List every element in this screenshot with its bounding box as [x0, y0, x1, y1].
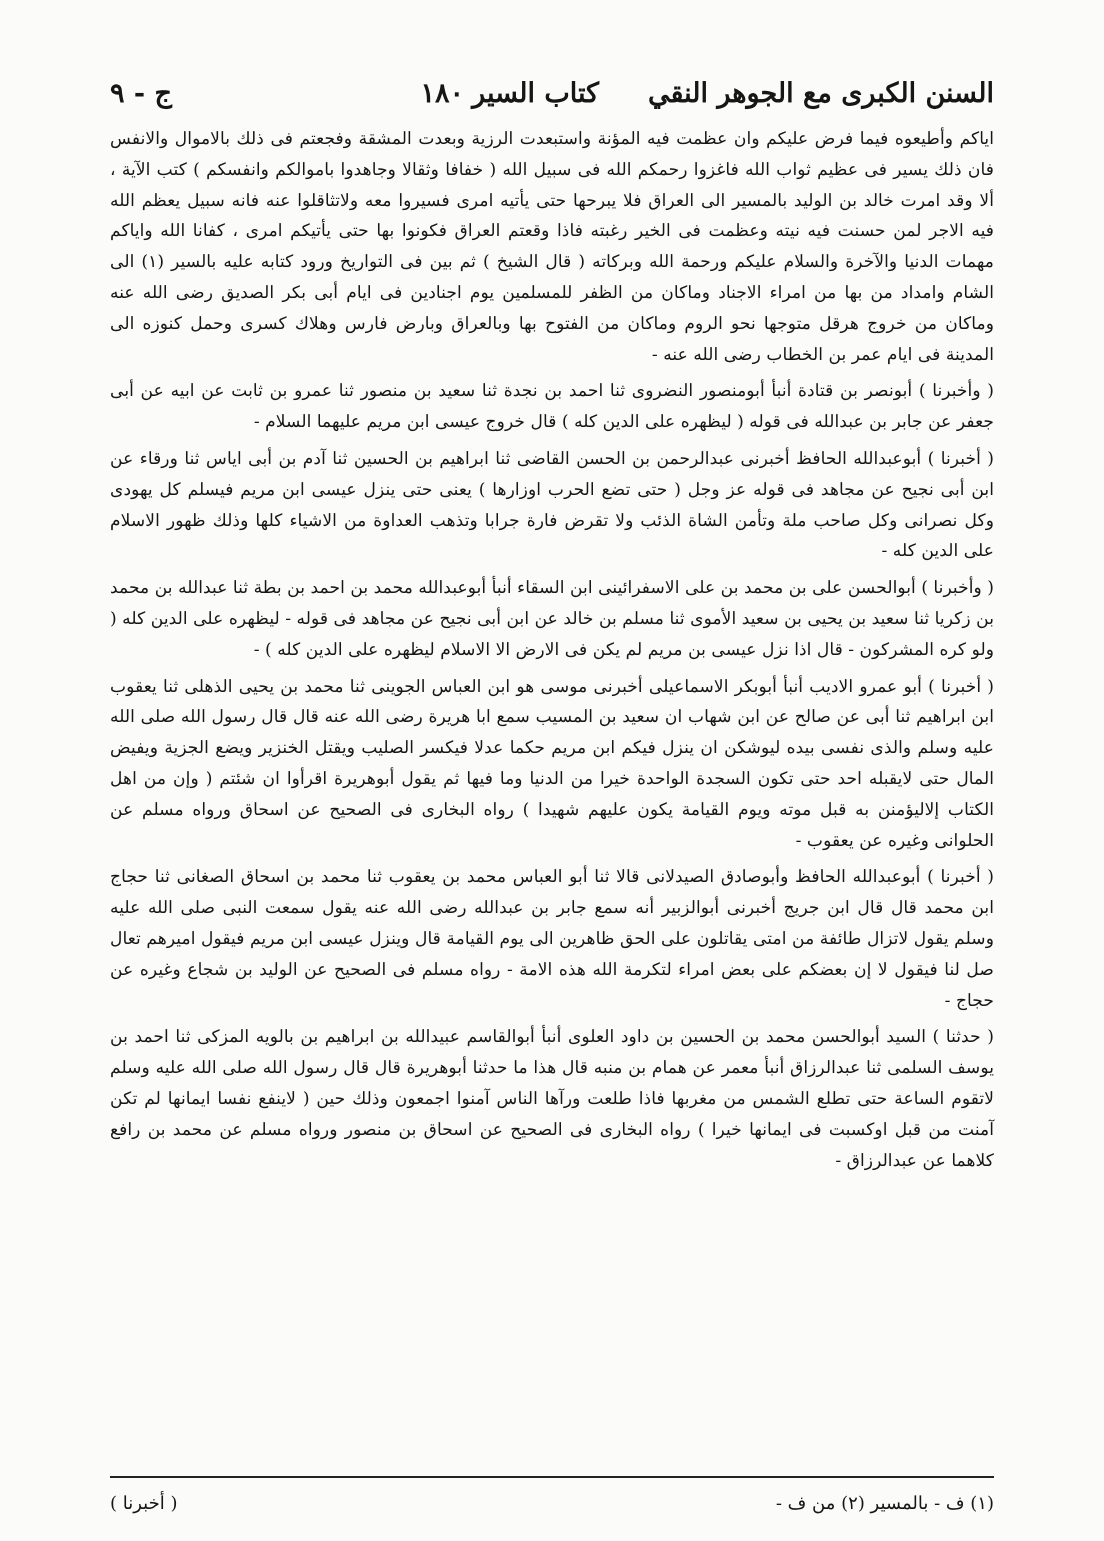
- page-footer: [110, 1489, 994, 1523]
- footnote: (١) ف - بالمسير (٢) من ف -: [775, 1493, 994, 1514]
- page-number: ١٨٠: [420, 78, 464, 109]
- paragraph: ( أخبرنا ) أبوعبدالله الحافظ وأبوصادق الصيدلانى قالا ثنا أبو العباس محمد بن يعقوب ثنا محمد بن اسحاق الصغانى ثنا حجاج ابن محمد قال قال ابن جريج أخبرنى أبوالزبير أنه سمع جابر بن عبدالله رضى الله عنه يقول سمعت النبى صلى الله عليه وسلم يقول لاتزال طائفة من امتى يقاتلون على الحق ظاهرين الى يوم القيامة قال وينزل عيسى ابن مريم فيقول اميرهم تعال صل لنا فيقول لا إن بعضكم على بعض امراء لتكرمة الله هذه الامة - رواه مسلم فى الصحيح عن الوليد بن شجاع وغيره عن حجاج -: [110, 867, 994, 1011]
- volume-number: ج - ٩: [110, 78, 172, 109]
- catchword: ( أخبرنا ): [110, 1493, 178, 1514]
- paragraph: ( وأخبرنا ) أبوالحسن على بن محمد بن على الاسفرائينى ابن السقاء أنبأ أبوعبدالله محمد بن احمد بن بطة ثنا عبدالله بن محمد بن زكريا ثنا سعيد بن يحيى بن سعيد الأموى ثنا مسلم بن خالد عن ابن أبى نجيح عن مجاهد فى قوله - ليظهره على الدين كله ( ولو كره المشركون - قال اذا نزل عيسى بن مريم لم يكن فى الارض الا الاسلام ليظهره على الدين كله ) -: [110, 578, 994, 660]
- paragraph: اياكم وأطيعوه فيما فرض عليكم وان عظمت فيه المؤنة واستبعدت الرزية وبعدت المشقة وفجعتم فى ذلك بالاموال والانفس فان ذلك يسير فى عظيم ثواب الله فاغزوا رحمكم الله فى سبيل الله ( خفافا وثقالا وجاهدوا باموالكم وانفسكم ) كتب الآية ، ألا وقد امرت خالد بن الوليد بالمسير الى العراق فلا يبرحها حتى يأتيه امرى فسيروا معه ولاتثاقلوا عنه فانه سبيل يعظم الله فيه الاجر لمن حسنت فيه نيته وعظمت فى الخير رغبته فاذا وقعتم العراق فكونوا بها حتى يأتيكم امرى ، كفانا الله واياكم مهمات الدنيا والآخرة والسلام عليكم ورحمة الله وبركاته ( قال الشيخ ) ثم بين فى التواريخ ورود كتابه عليه بالسير (١) الى الشام وامداد من بها من امراء الاجناد وماكان من الظفر للمسلمين يوم اجنادين فى ايام أبى بكر الصديق رضى الله عنه وماكان من خروج هرقل متوجها نحو الروم وماكان من الفتوح بها وبالعراق وبارض فارس وهلاك كسرى وحمل كنوزه الى المدينة فى ايام عمر بن الخطاب رضى الله عنه -: [110, 129, 994, 365]
- running-header: [110, 72, 994, 116]
- chapter-title: كتاب السير: [472, 78, 599, 109]
- paragraph: ( أخبرنا ) أبو عمرو الاديب أنبأ أبوبكر الاسماعيلى أخبرنى موسى هو ابن العباس الجوينى ثنا محمد بن يحيى الذهلى ثنا يعقوب ابن ابراهيم ثنا أبى عن صالح عن ابن شهاب ان سعيد بن المسيب سمع ابا هريرة رضى الله عنه قال قال رسول الله صلى الله عليه وسلم والذى نفسى بيده ليوشكن ان ينزل فيكم ابن مريم حكما عدلا فيكسر الصليب ويقتل الخنزير ويضع الجزية ويفيض المال حتى لايقبله احد حتى تكون السجدة الواحدة خيرا من الدنيا وما فيها ثم يقول أبوهريرة اقرأوا ان شئتم ( وإن من اهل الكتاب إلاليؤمنن به قبل موته ويوم القيامة يكون عليهم شهيدا ) رواه البخارى فى الصحيح عن اسحاق ورواه مسلم عن الحلوانى وغيره عن يعقوب -: [110, 676, 994, 851]
- paragraph: ( أخبرنا ) أبوعبدالله الحافظ أخبرنى عبدالرحمن بن الحسن القاضى ثنا ابراهيم بن الحسين ثنا آدم بن أبى اياس ثنا ورقاء عن ابن أبى نجيح عن مجاهد فى قوله عز وجل ( حتى تضع الحرب اوزارها ) يعنى حتى ينزل عيسى ابن مريم فيسلم كل يهودى وكل نصرانى وكل صاحب ملة وتأمن الشاة الذئب ولا تقرض فارة جرابا وتذهب العداوة من الاشياء كلها وذلك ظهور الاسلام على الدين كله -: [110, 448, 994, 562]
- paragraph: ( وأخبرنا ) أبونصر بن قتادة أنبأ أبومنصور النضروى ثنا احمد بن نجدة ثنا سعيد بن منصور ثنا عمرو بن ثابت عن ابيه عن أبى جعفر عن جابر بن عبدالله فى قوله ( ليظهره على الدين كله ) قال خروج عيسى ابن مريم عليهما السلام -: [110, 381, 994, 433]
- main-text: [110, 124, 994, 1182]
- paragraph: ( حدثنا ) السيد أبوالحسن محمد بن الحسين بن داود العلوى أنبأ أبوالقاسم عبيدالله بن ابراهيم بن بالويه المزكى ثنا احمد بن يوسف السلمى ثنا عبدالرزاق أنبأ معمر عن همام بن منبه قال هذا ما حدثنا أبوهريرة قال قال رسول الله صلى الله عليه وسلم لاتقوم الساعة حتى تطلع الشمس من مغربها فاذا طلعت ورآها الناس آمنوا اجمعون وذلك حين ( لاينفع نفسا ايمانها لم تكن آمنت من قبل اوكسبت فى ايمانها خيرا ) رواه البخارى فى الصحيح عن اسحاق بن منصور ورواه مسلم عن محمد بن رافع كلاهما عن عبدالرزاق -: [110, 1027, 994, 1171]
- footnote-divider: [110, 1476, 994, 1478]
- book-title: السنن الكبرى مع الجوهر النقي: [647, 78, 994, 109]
